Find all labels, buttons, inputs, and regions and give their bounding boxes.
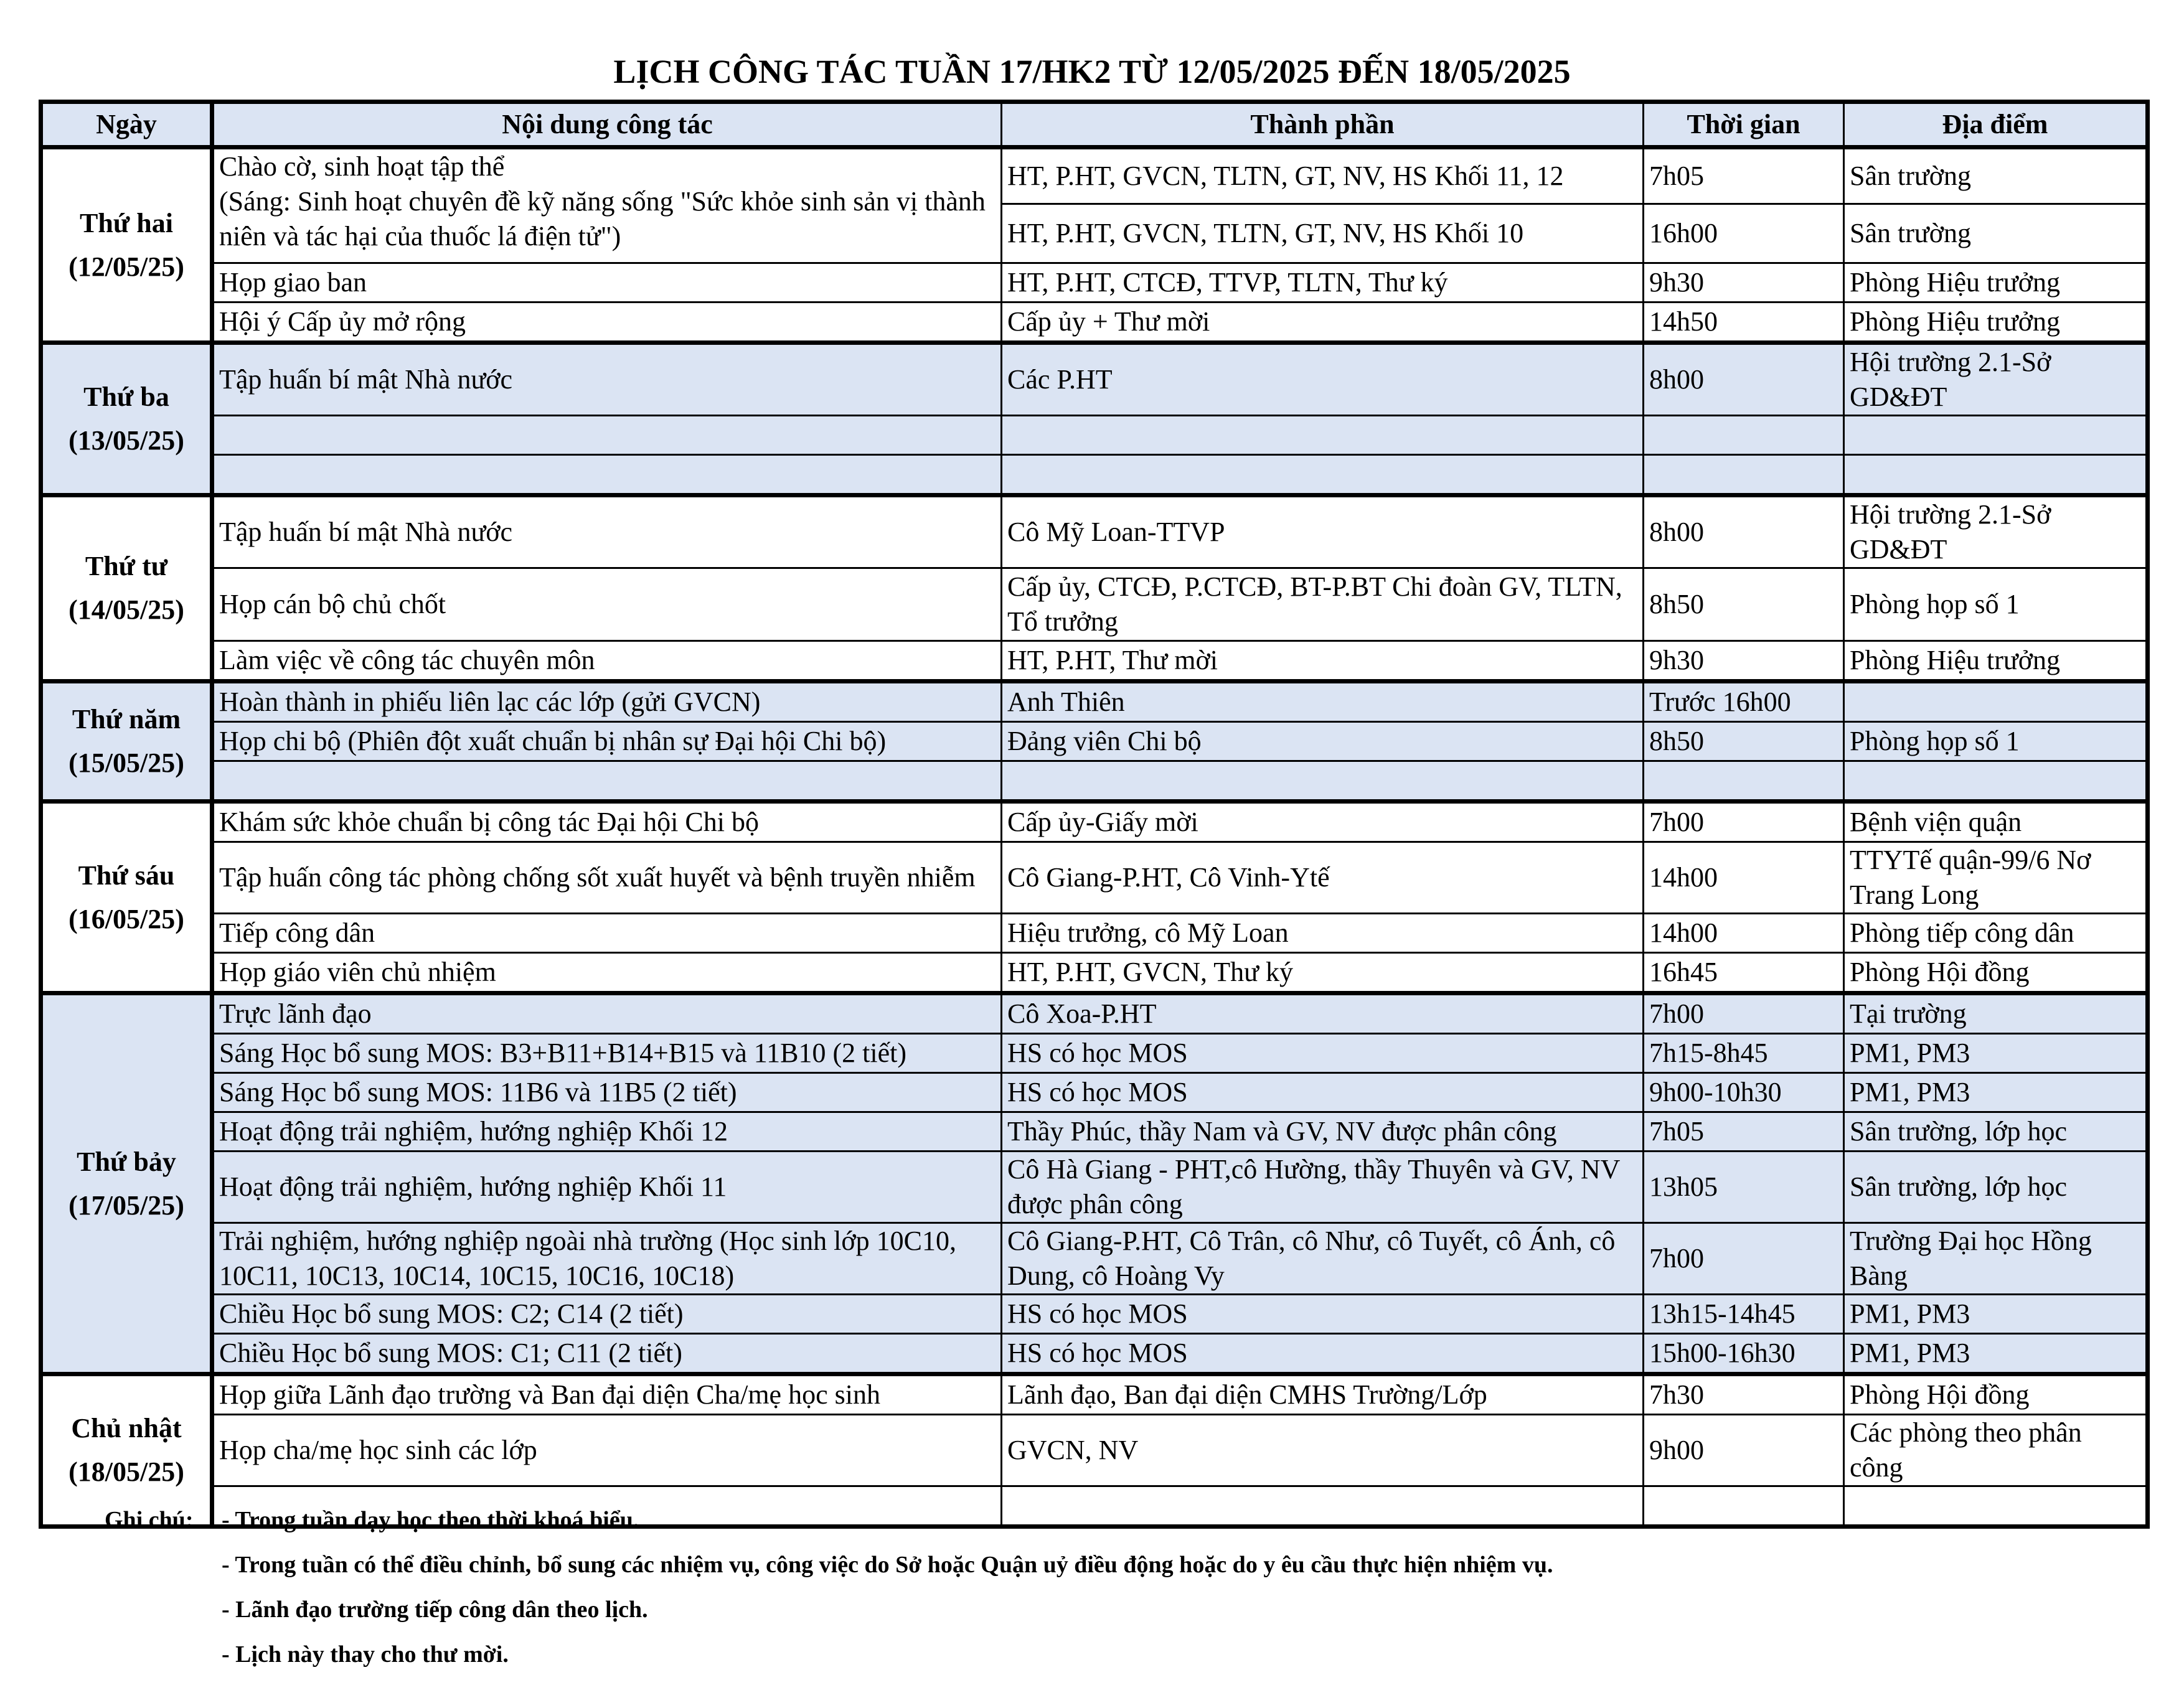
cell-members: Cô Hà Giang - PHT,cô Hường, thầy Thuyên và GV, NV được phân công — [1002, 1152, 1644, 1223]
table-row — [41, 993, 2148, 1034]
cell-content: Họp chi bộ (Phiên đột xuất chuẩn bị nhân sự Đại hội Chi bộ) — [212, 722, 1002, 761]
day-date: (12/05/25) — [68, 251, 184, 282]
table-row — [41, 303, 2148, 343]
cell-place — [1844, 1486, 2148, 1527]
day-name: Thứ bảy — [77, 1146, 176, 1177]
cell-place — [1844, 682, 2148, 722]
cell-members: Cấp ủy-Giấy mời — [1002, 802, 1644, 842]
cell-place: Phòng Hội đồng — [1844, 953, 2148, 993]
cell-place: Sân trường — [1844, 204, 2148, 263]
cell-content — [212, 455, 1002, 495]
table-row — [41, 1223, 2148, 1295]
table-row — [41, 1034, 2148, 1073]
table-row — [41, 953, 2148, 993]
cell-time: 8h50 — [1644, 568, 1844, 641]
note-item-2: - Trong tuần có thể điều chỉnh, bổ sung các nhiệm vụ, công việc do Sở hoặc Quận uỷ điều động hoặc do y êu cầu thực hiện nhiệm vụ. — [222, 1552, 1553, 1578]
day-group — [41, 148, 2148, 343]
cell-content: Hoạt động trải nghiệm, hướng nghiệp Khối 11 — [212, 1152, 1002, 1223]
table-row — [41, 1415, 2148, 1486]
cell-time: 8h50 — [1644, 722, 1844, 761]
cell-time: 7h05 — [1644, 1112, 1844, 1152]
cell-members: HT, P.HT, Thư mời — [1002, 641, 1644, 682]
day-cell — [41, 993, 212, 1374]
cell-content: Họp cán bộ chủ chốt — [212, 568, 1002, 641]
day-date: (18/05/25) — [68, 1457, 184, 1487]
notes-label: Ghi chú: — [105, 1507, 194, 1533]
day-date: (15/05/25) — [68, 748, 184, 778]
cell-content: Họp giao ban — [212, 263, 1002, 303]
day-cell — [41, 1374, 212, 1527]
cell-place: PM1, PM3 — [1844, 1034, 2148, 1073]
table-row — [41, 568, 2148, 641]
page-title: LỊCH CÔNG TÁC TUẦN 17/HK2 TỪ 12/05/2025 ĐẾN 18/05/2025 — [613, 53, 1571, 90]
day-name: Thứ năm — [72, 704, 181, 734]
cell-time: 7h00 — [1644, 993, 1844, 1034]
cell-content: Khám sức khỏe chuẩn bị công tác Đại hội Chi bộ — [212, 802, 1002, 842]
cell-time — [1644, 416, 1844, 455]
table-row — [41, 1152, 2148, 1223]
cell-members — [1002, 1486, 1644, 1527]
cell-members: Thầy Phúc, thầy Nam và GV, NV được phân công — [1002, 1112, 1644, 1152]
day-name: Thứ tư — [85, 551, 168, 581]
cell-place: Phòng họp số 1 — [1844, 568, 2148, 641]
cell-content: Trực lãnh đạo — [212, 993, 1002, 1034]
cell-place: Sân trường, lớp học — [1844, 1152, 2148, 1223]
cell-content: Tập huấn bí mật Nhà nước — [212, 343, 1002, 416]
cell-place — [1844, 416, 2148, 455]
cell-time: 14h00 — [1644, 914, 1844, 953]
cell-place — [1844, 761, 2148, 802]
cell-content — [212, 761, 1002, 802]
cell-place — [1844, 455, 2148, 495]
cell-place: Hội trường 2.1-Sở GD&ĐT — [1844, 495, 2148, 568]
cell-place: PM1, PM3 — [1844, 1073, 2148, 1112]
cell-members: Các P.HT — [1002, 343, 1644, 416]
table-row — [41, 682, 2148, 722]
cell-members: HS có học MOS — [1002, 1295, 1644, 1334]
day-name: Thứ hai — [80, 207, 173, 238]
cell-place: Phòng Hiệu trưởng — [1844, 641, 2148, 682]
cell-members: HS có học MOS — [1002, 1034, 1644, 1073]
table-row — [41, 722, 2148, 761]
table-row — [41, 802, 2148, 842]
cell-time: 16h45 — [1644, 953, 1844, 993]
table-row — [41, 1374, 2148, 1415]
cell-content — [212, 416, 1002, 455]
day-cell — [41, 802, 212, 993]
cell-time: 9h30 — [1644, 641, 1844, 682]
cell-place: Hội trường 2.1-Sở GD&ĐT — [1844, 343, 2148, 416]
day-cell — [41, 682, 212, 802]
cell-members: GVCN, NV — [1002, 1415, 1644, 1486]
cell-place: Phòng tiếp công dân — [1844, 914, 2148, 953]
cell-place: TTYTế quận-99/6 Nơ Trang Long — [1844, 842, 2148, 914]
cell-place: Phòng họp số 1 — [1844, 722, 2148, 761]
cell-content: Hội ý Cấp ủy mở rộng — [212, 303, 1002, 343]
table-row — [41, 148, 2148, 204]
cell-time: 8h00 — [1644, 495, 1844, 568]
day-name: Thứ sáu — [78, 860, 175, 891]
cell-content: Họp giáo viên chủ nhiệm — [212, 953, 1002, 993]
cell-members: Cấp ủy + Thư mời — [1002, 303, 1644, 343]
cell-content: Trải nghiệm, hướng nghiệp ngoài nhà trường (Học sinh lớp 10C10, 10C11, 10C13, 10C14, 10C15, 10C16, 10C18) — [212, 1223, 1002, 1295]
table-row — [41, 455, 2148, 495]
cell-content: Sáng Học bổ sung MOS: B3+B11+B14+B15 và 11B10 (2 tiết) — [212, 1034, 1002, 1073]
cell-members: Cô Giang-P.HT, Cô Trân, cô Như, cô Tuyết, cô Ánh, cô Dung, cô Hoàng Vy — [1002, 1223, 1644, 1295]
cell-place: Trường Đại học Hồng Bàng — [1844, 1223, 2148, 1295]
cell-time: 14h00 — [1644, 842, 1844, 914]
cell-place: Các phòng theo phân công — [1844, 1415, 2148, 1486]
day-group — [41, 495, 2148, 682]
table-row — [41, 416, 2148, 455]
table-row — [41, 343, 2148, 416]
note-item-3: - Lãnh đạo trường tiếp công dân theo lịch. — [222, 1597, 648, 1623]
day-date: (16/05/25) — [68, 903, 184, 934]
table-row — [41, 914, 2148, 953]
table-row — [41, 495, 2148, 568]
cell-members: Cấp ủy, CTCĐ, P.CTCĐ, BT-P.BT Chi đoàn GV, TLTN, Tổ trưởng — [1002, 568, 1644, 641]
cell-time: 9h30 — [1644, 263, 1844, 303]
cell-content: Họp giữa Lãnh đạo trường và Ban đại diện Cha/mẹ học sinh — [212, 1374, 1002, 1415]
cell-place: Sân trường, lớp học — [1844, 1112, 2148, 1152]
table-row — [41, 263, 2148, 303]
day-date: (14/05/25) — [68, 594, 184, 625]
day-group — [41, 802, 2148, 993]
cell-members — [1002, 416, 1644, 455]
day-cell — [41, 148, 212, 343]
cell-content: Chào cờ, sinh hoạt tập thể (Sáng: Sinh hoạt chuyên đề kỹ năng sống "Sức khỏe sinh sản vị thành niên và tác hại của thuốc lá điện tử") — [212, 148, 1002, 263]
cell-members: Đảng viên Chi bộ — [1002, 722, 1644, 761]
header-members: Thành phần — [1002, 102, 1644, 148]
cell-time: Trước 16h00 — [1644, 682, 1844, 722]
cell-content: Hoàn thành in phiếu liên lạc các lớp (gửi GVCN) — [212, 682, 1002, 722]
cell-place: Tại trường — [1844, 993, 2148, 1034]
cell-time: 13h05 — [1644, 1152, 1844, 1223]
cell-members: HT, P.HT, CTCĐ, TTVP, TLTN, Thư ký — [1002, 263, 1644, 303]
schedule-table — [39, 100, 2150, 1529]
cell-members — [1002, 761, 1644, 802]
cell-members: Hiệu trưởng, cô Mỹ Loan — [1002, 914, 1644, 953]
day-group — [41, 682, 2148, 802]
cell-time — [1644, 1486, 1844, 1527]
cell-time: 9h00-10h30 — [1644, 1073, 1844, 1112]
table-row — [41, 842, 2148, 914]
cell-members: HT, P.HT, GVCN, TLTN, GT, NV, HS Khối 10 — [1002, 204, 1644, 263]
cell-content: Tập huấn bí mật Nhà nước — [212, 495, 1002, 568]
cell-content: Tiếp công dân — [212, 914, 1002, 953]
cell-place: PM1, PM3 — [1844, 1295, 2148, 1334]
cell-content: Chiều Học bổ sung MOS: C2; C14 (2 tiết) — [212, 1295, 1002, 1334]
cell-time: 7h00 — [1644, 1223, 1844, 1295]
cell-members: HT, P.HT, GVCN, TLTN, GT, NV, HS Khối 11, 12 — [1002, 148, 1644, 204]
cell-content: Chiều Học bổ sung MOS: C1; C11 (2 tiết) — [212, 1334, 1002, 1374]
day-cell — [41, 495, 212, 682]
table-row — [41, 641, 2148, 682]
day-date: (13/05/25) — [68, 425, 184, 456]
day-group — [41, 343, 2148, 495]
table-row — [41, 1334, 2148, 1374]
cell-place: Bệnh viện quận — [1844, 802, 2148, 842]
cell-members: Cô Xoa-P.HT — [1002, 993, 1644, 1034]
cell-time: 7h00 — [1644, 802, 1844, 842]
table-row — [41, 761, 2148, 802]
cell-time: 7h05 — [1644, 148, 1844, 204]
day-cell — [41, 343, 212, 495]
cell-time: 9h00 — [1644, 1415, 1844, 1486]
header-row — [41, 102, 2148, 148]
day-group — [41, 1374, 2148, 1527]
header-time: Thời gian — [1644, 102, 1844, 148]
cell-members: Cô Mỹ Loan-TTVP — [1002, 495, 1644, 568]
cell-time — [1644, 761, 1844, 802]
cell-members: Cô Giang-P.HT, Cô Vinh-Ytế — [1002, 842, 1644, 914]
cell-content: Làm việc về công tác chuyên môn — [212, 641, 1002, 682]
cell-time — [1644, 455, 1844, 495]
cell-members — [1002, 455, 1644, 495]
cell-time: 8h00 — [1644, 343, 1844, 416]
cell-place: Phòng Hiệu trưởng — [1844, 263, 2148, 303]
cell-content: Sáng Học bổ sung MOS: 11B6 và 11B5 (2 tiết) — [212, 1073, 1002, 1112]
header-content: Nội dung công tác — [212, 102, 1002, 148]
cell-time: 14h50 — [1644, 303, 1844, 343]
cell-members: Anh Thiên — [1002, 682, 1644, 722]
cell-content: Tập huấn công tác phòng chống sốt xuất huyết và bệnh truyền nhiễm — [212, 842, 1002, 914]
cell-time: 13h15-14h45 — [1644, 1295, 1844, 1334]
cell-place: Sân trường — [1844, 148, 2148, 204]
table-row — [41, 1073, 2148, 1112]
table-row — [41, 1295, 2148, 1334]
cell-members: HT, P.HT, GVCN, Thư ký — [1002, 953, 1644, 993]
cell-place: PM1, PM3 — [1844, 1334, 2148, 1374]
cell-content: Họp cha/mẹ học sinh các lớp — [212, 1415, 1002, 1486]
day-group — [41, 993, 2148, 1374]
table-row — [41, 1112, 2148, 1152]
cell-members: Lãnh đạo, Ban đại diện CMHS Trường/Lớp — [1002, 1374, 1644, 1415]
cell-members: HS có học MOS — [1002, 1073, 1644, 1112]
cell-time: 15h00-16h30 — [1644, 1334, 1844, 1374]
cell-time: 16h00 — [1644, 204, 1844, 263]
note-item-4: - Lịch này thay cho thư mời. — [222, 1641, 509, 1668]
note-item-1: - Trong tuần dạy học theo thời khoá biểu. — [222, 1507, 639, 1533]
day-name: Chủ nhật — [71, 1413, 182, 1443]
cell-members: HS có học MOS — [1002, 1334, 1644, 1374]
day-date: (17/05/25) — [68, 1189, 184, 1221]
cell-time: 7h15-8h45 — [1644, 1034, 1844, 1073]
header-place: Địa điểm — [1844, 102, 2148, 148]
cell-place: Phòng Hiệu trưởng — [1844, 303, 2148, 343]
cell-content: Hoạt động trải nghiệm, hướng nghiệp Khối 12 — [212, 1112, 1002, 1152]
header-day: Ngày — [41, 102, 212, 148]
cell-time: 7h30 — [1644, 1374, 1844, 1415]
day-name: Thứ ba — [83, 382, 169, 412]
cell-place: Phòng Hội đồng — [1844, 1374, 2148, 1415]
